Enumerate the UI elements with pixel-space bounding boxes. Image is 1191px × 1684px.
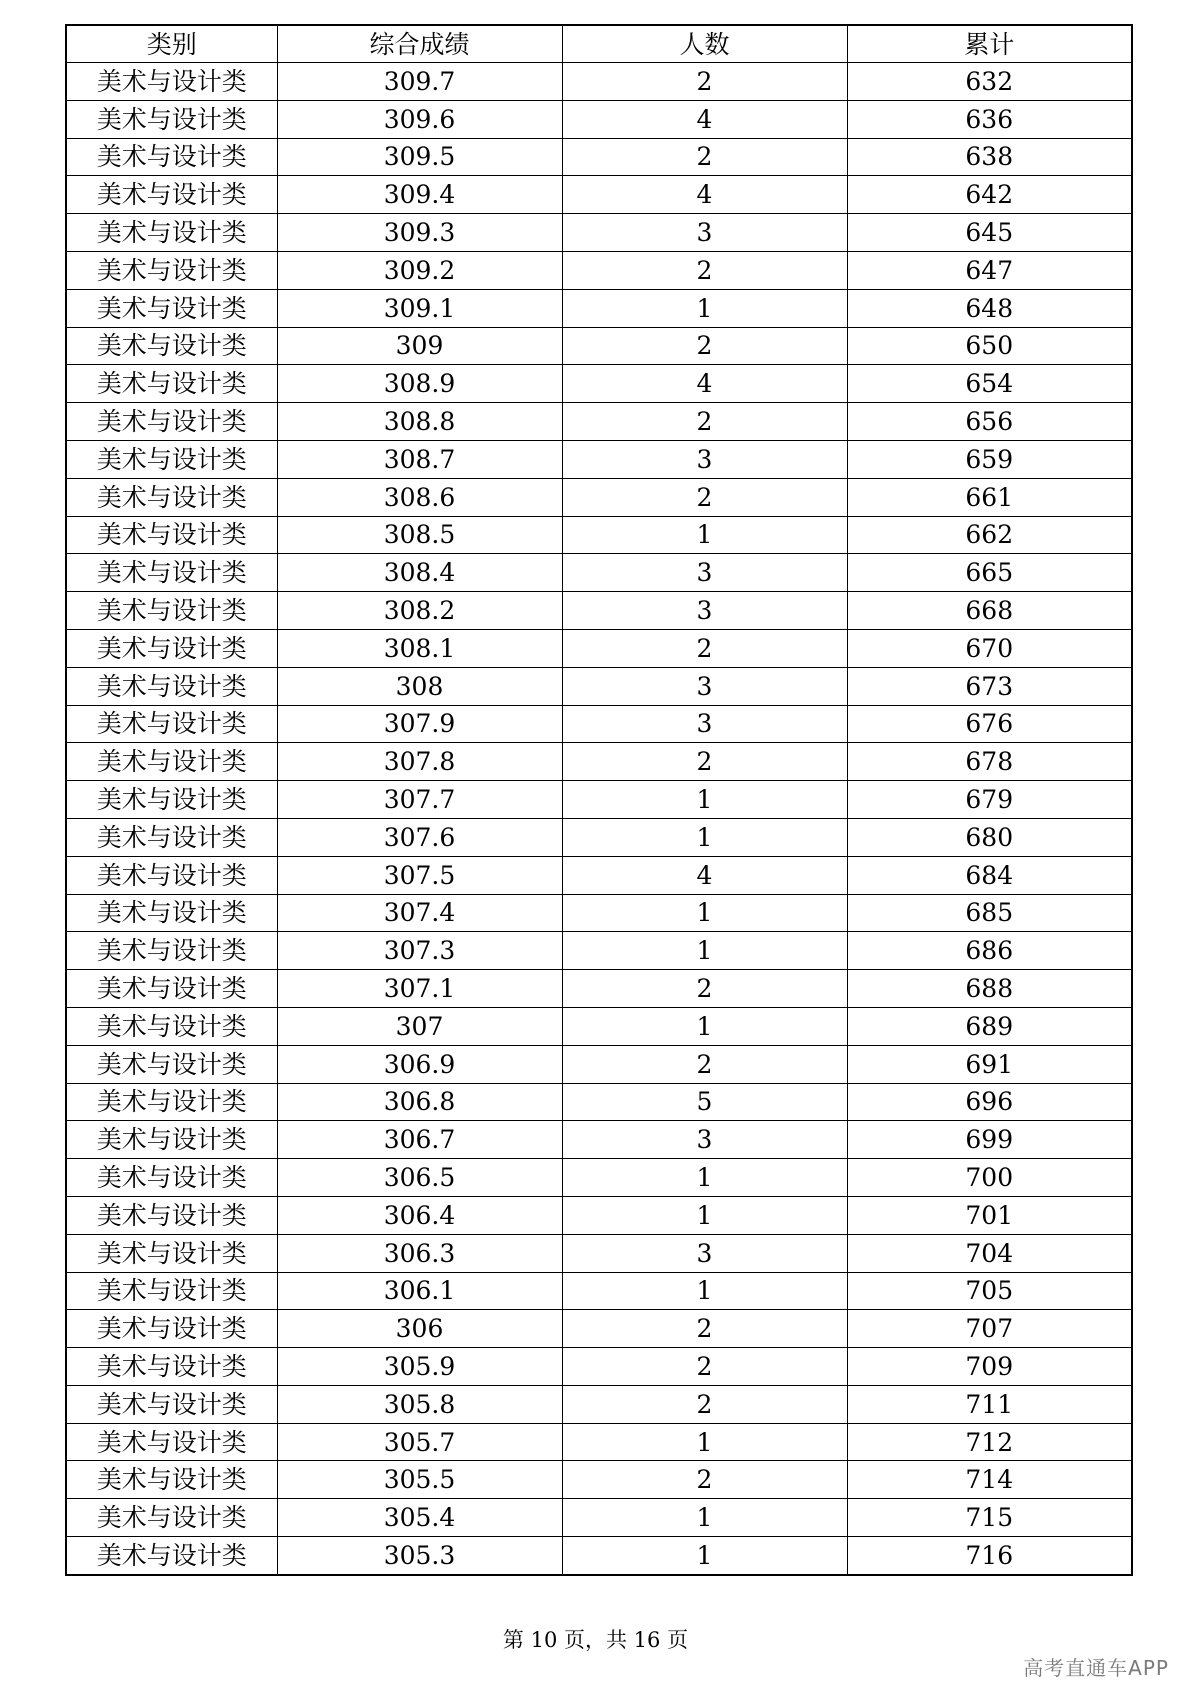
cell-score: 309.5 bbox=[277, 138, 562, 176]
cell-count: 1 bbox=[562, 1423, 847, 1461]
cell-cumulative: 679 bbox=[847, 781, 1132, 819]
table-row bbox=[66, 1045, 1132, 1083]
cell-category: 美术与设计类 bbox=[66, 1196, 277, 1234]
header-count: 人数 bbox=[562, 25, 847, 63]
cell-cumulative: 715 bbox=[847, 1499, 1132, 1537]
cell-score: 308.5 bbox=[277, 516, 562, 554]
cell-category: 美术与设计类 bbox=[66, 1423, 277, 1461]
cell-count: 1 bbox=[562, 1272, 847, 1310]
cell-category: 美术与设计类 bbox=[66, 327, 277, 365]
cell-score: 307.6 bbox=[277, 818, 562, 856]
cell-score: 309.3 bbox=[277, 214, 562, 252]
cell-count: 1 bbox=[562, 781, 847, 819]
watermark: 高考直通车APP bbox=[1023, 1656, 1169, 1680]
cell-category: 美术与设计类 bbox=[66, 1461, 277, 1499]
cell-category: 美术与设计类 bbox=[66, 592, 277, 630]
table-row bbox=[66, 403, 1132, 441]
cell-cumulative: 707 bbox=[847, 1310, 1132, 1348]
header-score: 综合成绩 bbox=[277, 25, 562, 63]
cell-count: 1 bbox=[562, 1007, 847, 1045]
cell-count: 2 bbox=[562, 63, 847, 101]
cell-score: 307.3 bbox=[277, 932, 562, 970]
cell-count: 2 bbox=[562, 1385, 847, 1423]
cell-score: 307.4 bbox=[277, 894, 562, 932]
cell-count: 3 bbox=[562, 1121, 847, 1159]
cell-count: 2 bbox=[562, 1461, 847, 1499]
cell-count: 4 bbox=[562, 100, 847, 138]
cell-count: 1 bbox=[562, 894, 847, 932]
table-row bbox=[66, 667, 1132, 705]
cell-cumulative: 700 bbox=[847, 1159, 1132, 1197]
cell-cumulative: 656 bbox=[847, 403, 1132, 441]
cell-category: 美术与设计类 bbox=[66, 440, 277, 478]
cell-score: 307.9 bbox=[277, 705, 562, 743]
cell-score: 307.5 bbox=[277, 856, 562, 894]
cell-score: 308 bbox=[277, 667, 562, 705]
cell-count: 3 bbox=[562, 667, 847, 705]
table-row bbox=[66, 1310, 1132, 1348]
cell-category: 美术与设计类 bbox=[66, 251, 277, 289]
table-row bbox=[66, 818, 1132, 856]
cell-category: 美术与设计类 bbox=[66, 403, 277, 441]
cell-category: 美术与设计类 bbox=[66, 100, 277, 138]
table-row bbox=[66, 214, 1132, 252]
cell-count: 5 bbox=[562, 1083, 847, 1121]
cell-score: 306.8 bbox=[277, 1083, 562, 1121]
cell-count: 2 bbox=[562, 327, 847, 365]
cell-count: 2 bbox=[562, 743, 847, 781]
cell-cumulative: 689 bbox=[847, 1007, 1132, 1045]
cell-score: 309 bbox=[277, 327, 562, 365]
cell-count: 4 bbox=[562, 176, 847, 214]
cell-category: 美术与设计类 bbox=[66, 554, 277, 592]
cell-cumulative: 642 bbox=[847, 176, 1132, 214]
cell-cumulative: 650 bbox=[847, 327, 1132, 365]
table-row bbox=[66, 894, 1132, 932]
cell-score: 308.6 bbox=[277, 478, 562, 516]
cell-score: 308.4 bbox=[277, 554, 562, 592]
cell-cumulative: 701 bbox=[847, 1196, 1132, 1234]
table-row bbox=[66, 138, 1132, 176]
cell-category: 美术与设计类 bbox=[66, 743, 277, 781]
table-row bbox=[66, 516, 1132, 554]
cell-score: 305.9 bbox=[277, 1348, 562, 1386]
cell-cumulative: 665 bbox=[847, 554, 1132, 592]
cell-category: 美术与设计类 bbox=[66, 1310, 277, 1348]
cell-category: 美术与设计类 bbox=[66, 478, 277, 516]
cell-score: 307.1 bbox=[277, 970, 562, 1008]
cell-score: 305.8 bbox=[277, 1385, 562, 1423]
cell-cumulative: 636 bbox=[847, 100, 1132, 138]
table-row bbox=[66, 1423, 1132, 1461]
cell-score: 305.5 bbox=[277, 1461, 562, 1499]
cell-category: 美术与设计类 bbox=[66, 818, 277, 856]
cell-category: 美术与设计类 bbox=[66, 1159, 277, 1197]
table-row bbox=[66, 856, 1132, 894]
cell-cumulative: 714 bbox=[847, 1461, 1132, 1499]
cell-count: 3 bbox=[562, 705, 847, 743]
cell-category: 美术与设计类 bbox=[66, 1499, 277, 1537]
cell-score: 308.2 bbox=[277, 592, 562, 630]
cell-category: 美术与设计类 bbox=[66, 705, 277, 743]
cell-cumulative: 704 bbox=[847, 1234, 1132, 1272]
cell-cumulative: 684 bbox=[847, 856, 1132, 894]
cell-cumulative: 661 bbox=[847, 478, 1132, 516]
header-category: 类别 bbox=[66, 25, 277, 63]
cell-score: 308.8 bbox=[277, 403, 562, 441]
cell-score: 305.4 bbox=[277, 1499, 562, 1537]
cell-cumulative: 691 bbox=[847, 1045, 1132, 1083]
cell-count: 2 bbox=[562, 1045, 847, 1083]
cell-score: 309.7 bbox=[277, 63, 562, 101]
cell-cumulative: 662 bbox=[847, 516, 1132, 554]
cell-cumulative: 670 bbox=[847, 629, 1132, 667]
cell-category: 美术与设计类 bbox=[66, 1083, 277, 1121]
cell-score: 309.2 bbox=[277, 251, 562, 289]
table-row bbox=[66, 781, 1132, 819]
cell-count: 2 bbox=[562, 251, 847, 289]
cell-count: 2 bbox=[562, 629, 847, 667]
cell-count: 4 bbox=[562, 365, 847, 403]
cell-cumulative: 685 bbox=[847, 894, 1132, 932]
cell-score: 307 bbox=[277, 1007, 562, 1045]
table-row bbox=[66, 1537, 1132, 1575]
table-row bbox=[66, 1272, 1132, 1310]
cell-cumulative: 673 bbox=[847, 667, 1132, 705]
table-row bbox=[66, 365, 1132, 403]
cell-category: 美术与设计类 bbox=[66, 63, 277, 101]
cell-count: 1 bbox=[562, 932, 847, 970]
cell-score: 307.8 bbox=[277, 743, 562, 781]
cell-cumulative: 716 bbox=[847, 1537, 1132, 1575]
cell-count: 3 bbox=[562, 440, 847, 478]
cell-cumulative: 648 bbox=[847, 289, 1132, 327]
cell-score: 309.6 bbox=[277, 100, 562, 138]
table-row bbox=[66, 1385, 1132, 1423]
cell-cumulative: 632 bbox=[847, 63, 1132, 101]
cell-score: 308.7 bbox=[277, 440, 562, 478]
table-row bbox=[66, 251, 1132, 289]
table-row bbox=[66, 592, 1132, 630]
table-row bbox=[66, 478, 1132, 516]
cell-cumulative: 711 bbox=[847, 1385, 1132, 1423]
table-row bbox=[66, 629, 1132, 667]
cell-count: 4 bbox=[562, 856, 847, 894]
table-row bbox=[66, 705, 1132, 743]
table-row bbox=[66, 1159, 1132, 1197]
cell-category: 美术与设计类 bbox=[66, 176, 277, 214]
cell-cumulative: 699 bbox=[847, 1121, 1132, 1159]
table-row bbox=[66, 554, 1132, 592]
cell-count: 2 bbox=[562, 138, 847, 176]
cell-score: 308.9 bbox=[277, 365, 562, 403]
cell-category: 美术与设计类 bbox=[66, 1234, 277, 1272]
cell-cumulative: 680 bbox=[847, 818, 1132, 856]
cell-cumulative: 712 bbox=[847, 1423, 1132, 1461]
cell-count: 2 bbox=[562, 403, 847, 441]
cell-category: 美术与设计类 bbox=[66, 856, 277, 894]
cell-cumulative: 654 bbox=[847, 365, 1132, 403]
cell-score: 306.5 bbox=[277, 1159, 562, 1197]
cell-cumulative: 696 bbox=[847, 1083, 1132, 1121]
cell-category: 美术与设计类 bbox=[66, 138, 277, 176]
cell-score: 306.9 bbox=[277, 1045, 562, 1083]
table-row bbox=[66, 1499, 1132, 1537]
cell-cumulative: 688 bbox=[847, 970, 1132, 1008]
cell-count: 1 bbox=[562, 1499, 847, 1537]
cell-category: 美术与设计类 bbox=[66, 1272, 277, 1310]
cell-score: 306.7 bbox=[277, 1121, 562, 1159]
cell-category: 美术与设计类 bbox=[66, 1007, 277, 1045]
table-row bbox=[66, 1121, 1132, 1159]
table-row bbox=[66, 1348, 1132, 1386]
cell-cumulative: 645 bbox=[847, 214, 1132, 252]
cell-category: 美术与设计类 bbox=[66, 1045, 277, 1083]
table-row bbox=[66, 1461, 1132, 1499]
cell-category: 美术与设计类 bbox=[66, 289, 277, 327]
cell-cumulative: 647 bbox=[847, 251, 1132, 289]
cell-category: 美术与设计类 bbox=[66, 970, 277, 1008]
cell-category: 美术与设计类 bbox=[66, 932, 277, 970]
cell-category: 美术与设计类 bbox=[66, 1537, 277, 1575]
cell-category: 美术与设计类 bbox=[66, 781, 277, 819]
cell-category: 美术与设计类 bbox=[66, 365, 277, 403]
page-number: 第 10 页，共 16 页 bbox=[502, 1628, 689, 1652]
table-row bbox=[66, 1196, 1132, 1234]
cell-count: 1 bbox=[562, 1537, 847, 1575]
cell-count: 1 bbox=[562, 289, 847, 327]
cell-score: 306.4 bbox=[277, 1196, 562, 1234]
cell-score: 306.3 bbox=[277, 1234, 562, 1272]
cell-count: 3 bbox=[562, 554, 847, 592]
cell-count: 1 bbox=[562, 1196, 847, 1234]
cell-category: 美术与设计类 bbox=[66, 1385, 277, 1423]
cell-category: 美术与设计类 bbox=[66, 214, 277, 252]
table-row bbox=[66, 1234, 1132, 1272]
cell-cumulative: 709 bbox=[847, 1348, 1132, 1386]
table-body bbox=[66, 63, 1132, 1575]
cell-count: 2 bbox=[562, 1348, 847, 1386]
cell-count: 1 bbox=[562, 1159, 847, 1197]
cell-count: 1 bbox=[562, 818, 847, 856]
table-row bbox=[66, 970, 1132, 1008]
table-row bbox=[66, 176, 1132, 214]
cell-count: 2 bbox=[562, 478, 847, 516]
header-cumulative: 累计 bbox=[847, 25, 1132, 63]
cell-score: 305.3 bbox=[277, 1537, 562, 1575]
cell-cumulative: 678 bbox=[847, 743, 1132, 781]
table-row bbox=[66, 1083, 1132, 1121]
score-table bbox=[65, 24, 1133, 1576]
cell-cumulative: 638 bbox=[847, 138, 1132, 176]
cell-cumulative: 668 bbox=[847, 592, 1132, 630]
cell-category: 美术与设计类 bbox=[66, 629, 277, 667]
table-row bbox=[66, 63, 1132, 101]
cell-count: 1 bbox=[562, 516, 847, 554]
cell-count: 2 bbox=[562, 1310, 847, 1348]
cell-score: 307.7 bbox=[277, 781, 562, 819]
cell-count: 3 bbox=[562, 214, 847, 252]
table-row bbox=[66, 327, 1132, 365]
cell-score: 309.4 bbox=[277, 176, 562, 214]
table-row bbox=[66, 100, 1132, 138]
cell-category: 美术与设计类 bbox=[66, 894, 277, 932]
cell-count: 3 bbox=[562, 1234, 847, 1272]
cell-category: 美术与设计类 bbox=[66, 516, 277, 554]
table-row bbox=[66, 932, 1132, 970]
table-row bbox=[66, 289, 1132, 327]
cell-score: 306 bbox=[277, 1310, 562, 1348]
cell-cumulative: 659 bbox=[847, 440, 1132, 478]
cell-cumulative: 705 bbox=[847, 1272, 1132, 1310]
cell-score: 305.7 bbox=[277, 1423, 562, 1461]
cell-count: 2 bbox=[562, 970, 847, 1008]
table-header-row bbox=[66, 25, 1132, 63]
table-row bbox=[66, 440, 1132, 478]
cell-count: 3 bbox=[562, 592, 847, 630]
cell-category: 美术与设计类 bbox=[66, 1121, 277, 1159]
cell-score: 308.1 bbox=[277, 629, 562, 667]
cell-score: 306.1 bbox=[277, 1272, 562, 1310]
cell-cumulative: 686 bbox=[847, 932, 1132, 970]
cell-category: 美术与设计类 bbox=[66, 1348, 277, 1386]
table-row bbox=[66, 1007, 1132, 1045]
table-row bbox=[66, 743, 1132, 781]
cell-category: 美术与设计类 bbox=[66, 667, 277, 705]
cell-cumulative: 676 bbox=[847, 705, 1132, 743]
cell-score: 309.1 bbox=[277, 289, 562, 327]
